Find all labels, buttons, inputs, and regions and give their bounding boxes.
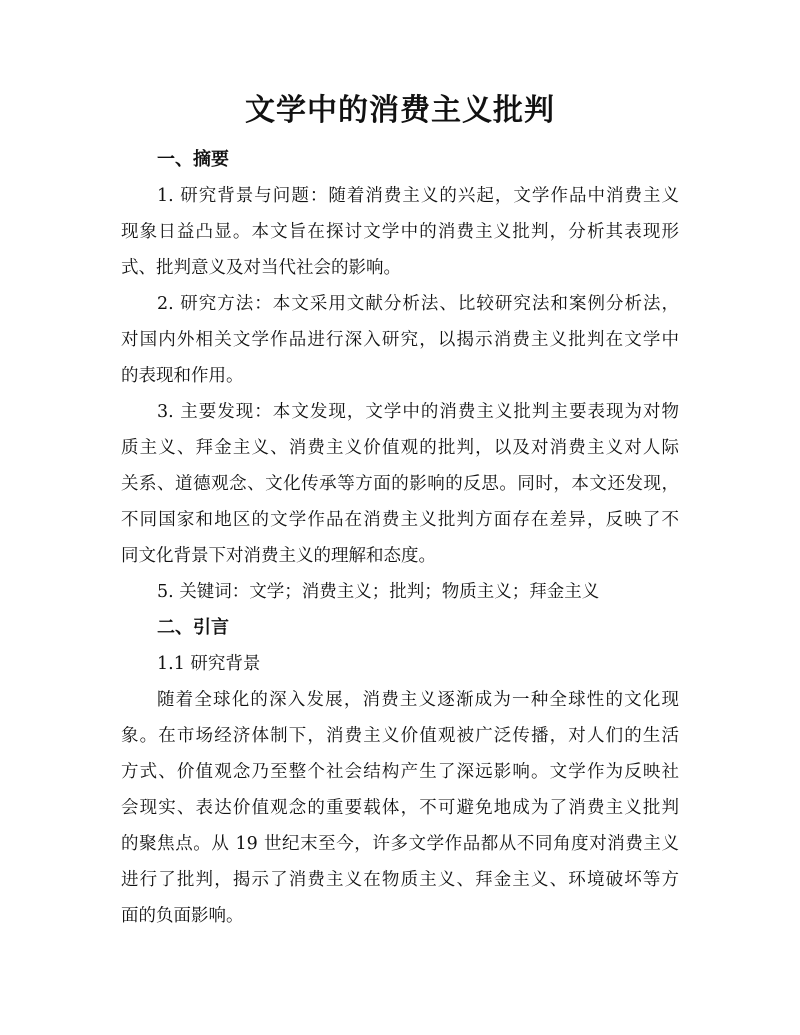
- text-line: 对国内外相关文学作品进行深入研究，以揭示消费主义批判在文学中: [121, 330, 679, 350]
- subsection-heading-background: 1.1 研究背景: [157, 654, 261, 674]
- text-line: 随着全球化的深入发展，消费主义逐渐成为一种全球性的文化现: [157, 690, 679, 710]
- text-line: 进行了批判，揭示了消费主义在物质主义、拜金主义、环境破坏等方: [121, 870, 679, 890]
- section-heading-abstract: 一、摘要: [157, 149, 229, 170]
- paragraph-main-findings: [121, 394, 679, 574]
- text-line: 1. 研究背景与问题：随着消费主义的兴起，文学作品中消费主义: [157, 186, 679, 206]
- section-heading-introduction: 二、引言: [157, 617, 229, 638]
- text-line: 5. 关键词：文学；消费主义；批判；物质主义；拜金主义: [157, 582, 600, 602]
- document-title: 文学中的消费主义批判: [245, 93, 555, 128]
- paragraph-research-methods: [121, 286, 679, 394]
- document-body: [121, 142, 679, 934]
- text-line: 象。在市场经济体制下，消费主义价值观被广泛传播，对人们的生活: [121, 726, 679, 746]
- text-line: 面的负面影响。: [121, 906, 244, 926]
- text-line: 的表现和作用。: [121, 366, 244, 386]
- text-line: 方式、价值观念乃至整个社会结构产生了深远影响。文学作为反映社: [121, 762, 679, 782]
- text-line: 3. 主要发现：本文发现，文学中的消费主义批判主要表现为对物: [157, 402, 679, 422]
- text-line: 不同国家和地区的文学作品在消费主义批判方面存在差异，反映了不: [121, 510, 679, 530]
- text-line: 2. 研究方法：本文采用文献分析法、比较研究法和案例分析法，: [157, 294, 679, 314]
- text-line: 现象日益凸显。本文旨在探讨文学中的消费主义批判，分析其表现形: [121, 222, 679, 242]
- text-line: 的聚焦点。从 19 世纪末至今，许多文学作品都从不同角度对消费主义: [121, 834, 679, 854]
- paragraph-introduction-background: [121, 682, 679, 934]
- text-line: 同文化背景下对消费主义的理解和态度。: [121, 546, 436, 566]
- text-line: 式、批判意义及对当代社会的影响。: [121, 258, 401, 278]
- text-line: 会现实、表达价值观念的重要载体，不可避免地成为了消费主义批判: [121, 798, 679, 818]
- paragraph-research-background: [121, 178, 679, 286]
- text-line: 关系、道德观念、文化传承等方面的影响的反思。同时，本文还发现，: [121, 474, 679, 494]
- paragraph-keywords: [121, 574, 679, 610]
- text-line: 质主义、拜金主义、消费主义价值观的批判，以及对消费主义对人际: [121, 438, 679, 458]
